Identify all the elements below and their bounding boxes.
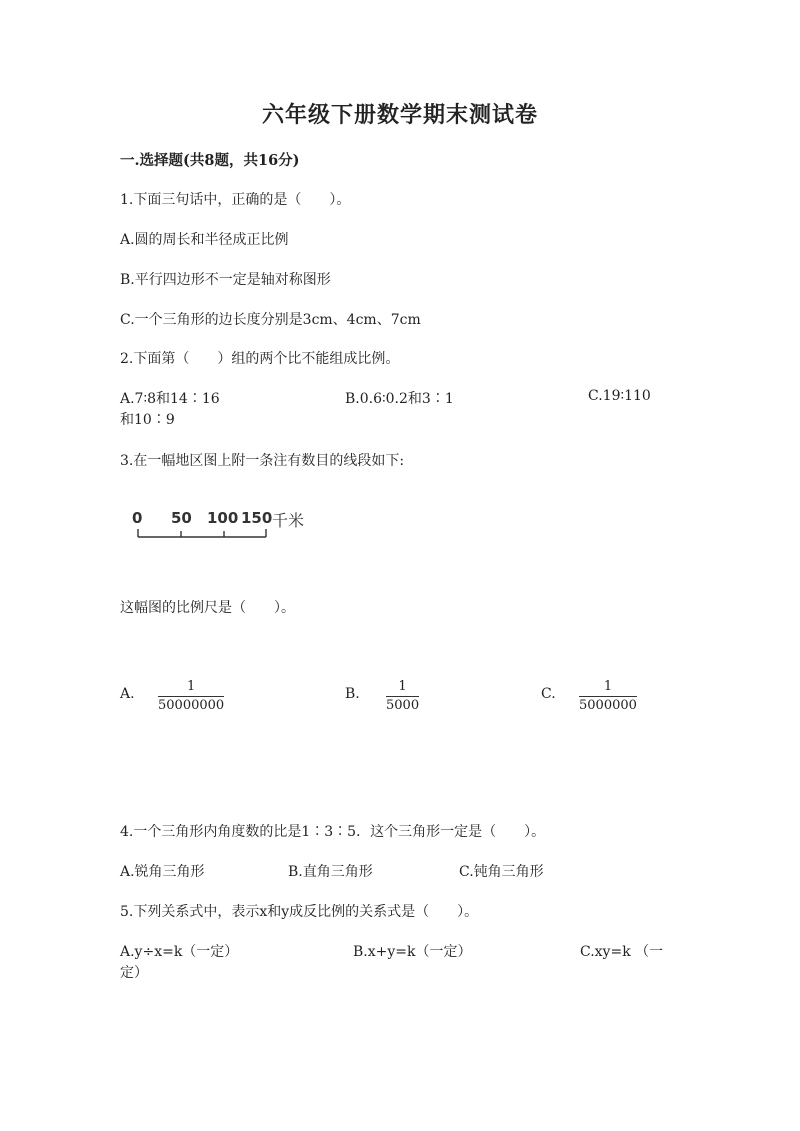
question-3-option-a-fraction	[158, 679, 224, 713]
fraction-numerator: 1	[398, 679, 407, 694]
question-4-stem: 4.一个三角形内角度数的比是1∶3∶5．这个三角形一定是（ ）。	[120, 824, 546, 840]
question-3-option-c-letter: C.	[541, 686, 556, 702]
question-2-option-c-continued: 和10∶9	[120, 412, 175, 428]
question-3-stem: 3.在一幅地区图上附一条注有数目的线段如下:	[120, 453, 405, 469]
scale-label-100: 100	[207, 509, 239, 527]
fraction-numerator: 1	[603, 679, 613, 694]
question-4-option-b: B.直角三角形	[288, 864, 373, 880]
question-3-follow: 这幅图的比例尺是（ ）。	[120, 600, 295, 616]
fraction-denominator: 50000000	[158, 698, 225, 713]
question-5-option-b: B.x+y=k（一定）	[353, 944, 472, 960]
question-5-stem: 5.下列关系式中，表示x和y成反比例的关系式是（ ）。	[120, 904, 479, 920]
fraction-denominator: 5000000	[579, 698, 637, 713]
scale-label-50: 50	[171, 509, 192, 527]
page-title: 六年级下册数学期末测试卷	[261, 102, 538, 128]
scale-label-150: 150	[241, 509, 273, 527]
question-3-option-b-letter: B.	[345, 686, 360, 702]
scale-bar-figure	[130, 505, 330, 545]
fraction-denominator: 5000	[386, 698, 420, 713]
scale-ruler-line	[130, 505, 330, 545]
question-4-option-a: A.锐角三角形	[120, 864, 205, 880]
question-4-option-c: C.钝角三角形	[459, 864, 544, 880]
question-2-stem: 2.下面第（ ）组的两个比不能组成比例。	[120, 351, 400, 367]
question-5-option-c: C.xy=k （一	[580, 944, 664, 960]
question-2-option-b: B.0.6∶0.2和3∶1	[345, 391, 454, 407]
question-5-option-a: A.y÷x=k（一定）	[120, 944, 239, 960]
question-1-option-a: A.圆的周长和半径成正比例	[120, 232, 289, 248]
question-1-option-b: B.平行四边形不一定是轴对称图形	[120, 272, 331, 288]
scale-unit-label: 千米	[272, 511, 305, 530]
scale-label-0: 0	[132, 509, 143, 527]
question-1-stem: 1.下面三句话中，正确的是（ ）。	[120, 192, 351, 208]
section-heading: 一.选择题(共8题，共16分)	[120, 152, 300, 169]
question-2-option-a: A.7∶8和14∶16	[120, 391, 220, 407]
question-2-option-c: C.19∶110	[588, 388, 651, 404]
fraction-numerator: 1	[186, 679, 196, 694]
question-3-option-c-fraction	[579, 679, 637, 713]
question-1-option-c: C.一个三角形的边长度分别是3cm、4cm、7cm	[120, 312, 421, 328]
question-3-option-b-fraction	[386, 679, 419, 713]
question-3-option-a-letter: A.	[120, 686, 135, 702]
question-5-option-c-continued: 定）	[120, 965, 148, 981]
